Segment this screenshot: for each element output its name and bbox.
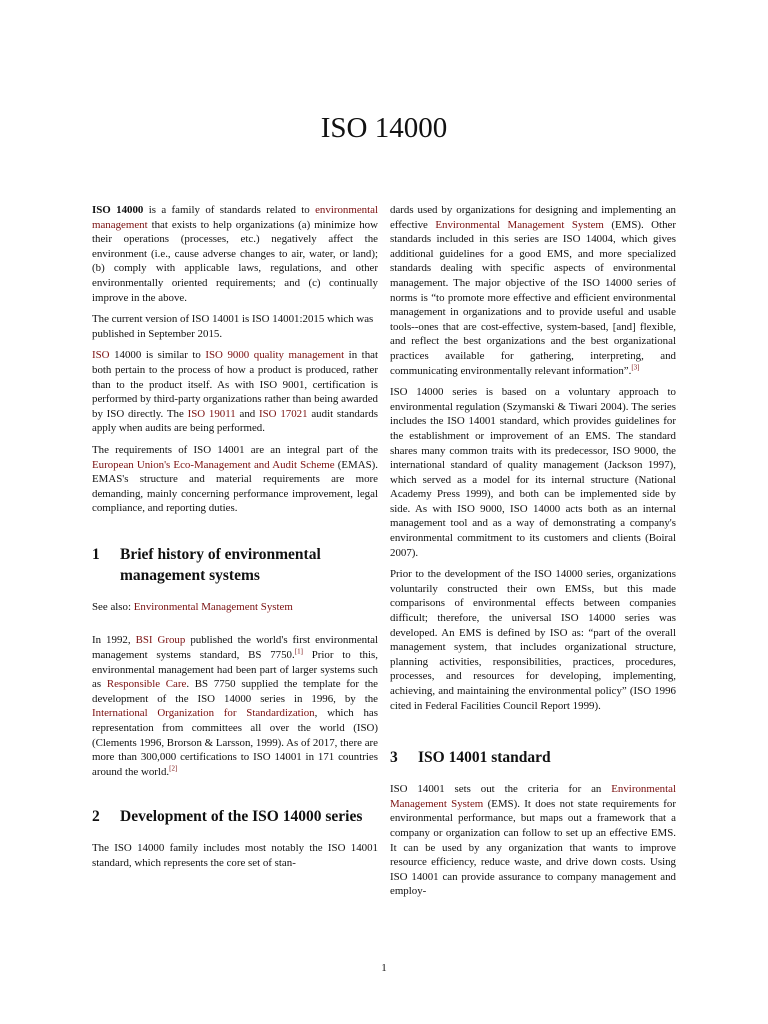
- development-paragraph: The ISO 14000 family includes most notably the ISO 14001 standard, which represents the core set of stan-: [92, 842, 378, 869]
- page-title: ISO 14000: [320, 112, 448, 144]
- section-heading-development: 2 Development of the ISO 14000 series: [92, 808, 363, 826]
- link-iso[interactable]: ISO: [92, 349, 110, 362]
- section-heading-history: 1 Brief history of environmental management systems: [92, 545, 321, 584]
- citation-1[interactable]: [1]: [294, 647, 303, 656]
- section-heading-iso-14001: 3 ISO 14001 standard: [390, 749, 551, 767]
- link-bsi-group[interactable]: BSI Group: [135, 634, 186, 647]
- link-iso-17021[interactable]: ISO 17021: [259, 407, 308, 420]
- right-column: [390, 203, 676, 906]
- link-ems-2[interactable]: Environmental Management System: [390, 783, 676, 810]
- link-iso-9000[interactable]: ISO 9000 quality management: [205, 349, 345, 362]
- similarity-paragraph: ISO 14000 is similar to ISO 9000 quality management in that both pertain to the process of how a product is produced, rather than to the product itself. As with ISO 9001, certification is performed by third-party organizations rather than being awarded by ISO directly. The ISO 19011 and ISO 17021 audit standards apply when audits are being performed.: [92, 349, 379, 435]
- emas-paragraph: The requirements of ISO 14001 are an integral part of the European Union's Eco-Management and Audit Scheme (EMAS). EMAS's structure and material requirements are more demanding, mainly concerning performance improvement, legal compliance, and reporting duties.: [92, 443, 378, 515]
- link-emas[interactable]: European Union's Eco-Management and Audit Scheme: [92, 458, 335, 471]
- link-ems[interactable]: Environmental Management System: [435, 218, 604, 231]
- link-environmental-management[interactable]: environmental management: [92, 204, 378, 231]
- current-version-paragraph: The current version of ISO 14001 is ISO 14001:2015 which was published in September 2015.: [92, 313, 374, 340]
- intro-paragraph: ISO 14000 is a family of standards related to environmental management that exists to help organizations (a) minimize how their operations (processes, etc.) negatively affect the environment (i.e., cause adverse changes to air, water, or land); (b) comply with applicable laws, regulations, and other environmentally oriented requirements; and (c) continually improve in the above.: [92, 204, 378, 304]
- citation-3[interactable]: [3]: [631, 362, 640, 371]
- voluntary-approach-paragraph: ISO 14000 series is based on a voluntary approach to environmental regulation (Szymanski & Tiwari 2004). The series includes the ISO 14001 standard, which provides guidelines for the establishment or improvement of an EMS. The standard shares many common traits with its predecessor, ISO 9000, the international standard of quality management (Jackson 1997), which served as a model for its internal structure (National Academy Press 1999), and both can be implemented side by side. As with ISO 9000, ISO 14000 acts both as an internal management tool and as a way of demonstrating a company's environmental commitment to its customers and clients (Boiral 2007).: [390, 386, 676, 559]
- link-see-also-ems[interactable]: Environmental Management System: [133, 600, 293, 613]
- link-iso-organization[interactable]: International Organization for Standardization: [92, 707, 315, 720]
- history-paragraph: In 1992, BSI Group published the world's first environmental management systems standard, BS 7750.[1] Prior to this, environmental management had been part of larger systems such as Responsible Care. BS 7750 supplied the template for the development of the ISO 14000 series in 1996, by the International Organization for Standardization, which has representation from committees all over the world (ISO) (Clements 1996, Brorson & Larsson, 1999). As of 2017, there are more than 300,000 certifications to ISO 14001 in 171 countries around the world.[2]: [92, 634, 378, 778]
- page-number: 1: [381, 962, 387, 974]
- see-also-note: See also: Environmental Management System: [92, 600, 293, 613]
- iso-14001-paragraph: ISO 14001 sets out the criteria for an Environmental Management System (EMS). It does not state requirements for environmental performance, but maps out a framework that a company or organization can follow to set up an effective EMS. It can be used by any organization that wants to improve resource efficiency, reduce waste, and drive down costs. Using ISO 14001 can provide assurance to company management and employ-: [390, 783, 676, 898]
- intro-bold-term: ISO 14000: [92, 204, 144, 216]
- prior-development-paragraph: Prior to the development of the ISO 14000 series, organizations voluntarily constructed their own EMSs, but this made comparisons of environmental effects between companies difficult; therefore, the universal ISO 14000 series was developed. An EMS is defined by ISO as: “part of the overall management system, that includes organizational structure, planning activities, responsibilities, practices, procedures, processes, and resources for developing, implementing, achieving, and maintaining the environmental policy” (ISO 1996 cited in Federal Facilities Council Report 1999).: [390, 568, 676, 712]
- link-iso-19011[interactable]: ISO 19011: [187, 407, 236, 420]
- citation-2[interactable]: [2]: [169, 764, 178, 773]
- left-column: [92, 203, 378, 878]
- link-responsible-care[interactable]: Responsible Care: [106, 678, 187, 691]
- ems-paragraph: dards used by organizations for designing and implementing an effective Environmental Management System (EMS). Other standards included in this series are ISO 14004, which gives additional guidelines for a good EMS, and more specialized standards dealing with specific aspects of environmental management. The major objective of the ISO 14000 series of norms is “to promote more effective and efficient environmental management in organizations and to provide useful and usable tools--ones that are cost-effective, system-based, [and] flexible, and reflect the best organizations and the best organizational practices available for gathering, interpreting, and communicating environmentally relevant information”.[3]: [390, 204, 676, 377]
